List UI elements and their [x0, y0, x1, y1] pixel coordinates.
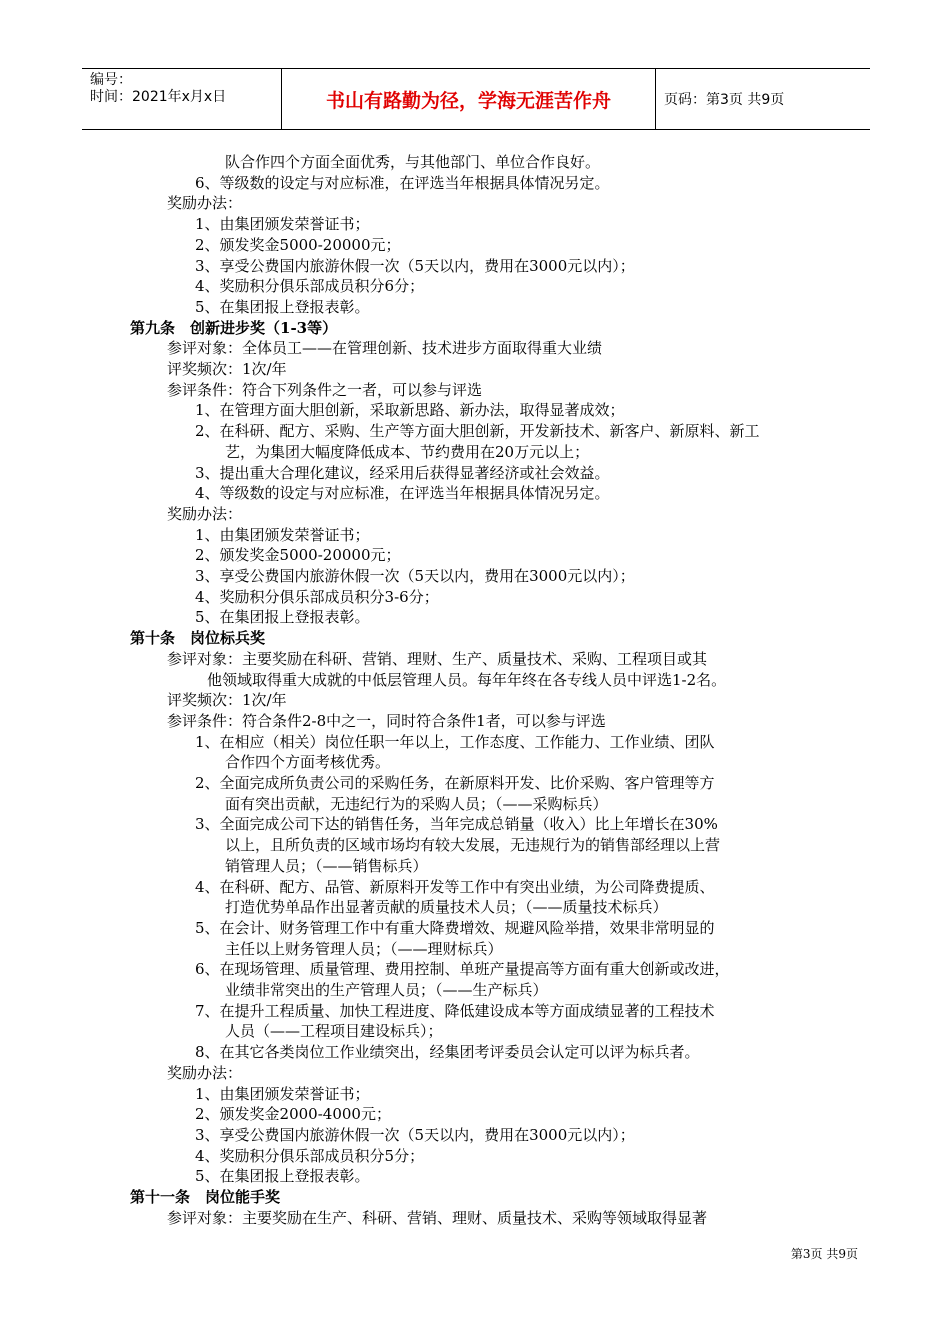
body-line: 6、在现场管理、质量管理、费用控制、单班产量提高等方面有重大创新或改进， — [195, 960, 730, 979]
body-line: 4、奖励积分俱乐部成员积分3-6分； — [195, 587, 439, 606]
body-line: 参评对象：主要奖励在科研、营销、理财、生产、质量技术、采购、工程项目或其 — [167, 649, 708, 668]
body-line: 5、在集团报上登报表彰。 — [195, 1167, 370, 1186]
body-line: 2、全面完成所负责公司的采购任务，在新原料开发、比价采购、客户管理等方 — [195, 774, 715, 792]
body-line: 业绩非常突出的生产管理人员；（——生产标兵） — [225, 981, 548, 999]
body-line: 1、由集团颁发荣誉证书； — [195, 525, 370, 544]
body-line: 4、在科研、配方、品管、新原料开发等工作中有突出业绩，为公司降费提质、 — [195, 877, 715, 896]
body-line: 参评对象：全体员工——在管理创新、技术进步方面取得重大业绩 — [167, 339, 603, 358]
header-info-cell — [82, 69, 282, 129]
body-line: 5、在会计、财务管理工作中有重大降费增效、规避风险举措，效果非常明显的 — [195, 918, 715, 937]
body-line: 面有突出贡献，无违纪行为的采购人员；（——采购标兵） — [225, 794, 608, 813]
body-line: 奖励办法： — [167, 1063, 243, 1082]
body-line: 评奖频次：1次/年 — [167, 691, 287, 710]
section-heading: 第九条 创新进步奖（1-3等） — [130, 318, 338, 337]
body-line: 6、等级数的设定与对应标准，在评选当年根据具体情况另定。 — [195, 173, 610, 192]
body-line: 参评对象：主要奖励在生产、科研、营销、理财、质量技术、采购等领域取得显著 — [167, 1208, 708, 1227]
body-line: 销管理人员；（——销售标兵） — [225, 856, 428, 875]
body-line: 2、颁发奖金2000-4000元； — [195, 1105, 391, 1124]
body-line: 以上，且所负责的区域市场均有较大发展，无违规行为的销售部经理以上营 — [225, 836, 721, 855]
body-line: 1、在管理方面大胆创新，采取新思路、新办法，取得显著成效； — [195, 401, 625, 420]
body-line: 艺，为集团大幅度降低成本、节约费用在20万元以上； — [225, 442, 590, 461]
body-line: 2、颁发奖金5000-20000元； — [195, 546, 401, 565]
body-line: 打造优势单品作出显著贡献的质量技术人员；（——质量技术标兵） — [225, 898, 668, 917]
body-line: 3、享受公费国内旅游休假一次（5天以内，费用在3000元以内）； — [195, 256, 635, 275]
body-line: 队合作四个方面全面优秀，与其他部门、单位合作良好。 — [225, 153, 601, 171]
body-line: 1、由集团颁发荣誉证书； — [195, 1084, 370, 1103]
body-line: 2、在科研、配方、采购、生产等方面大胆创新，开发新技术、新客户、新原料、新工 — [195, 422, 760, 441]
body-line: 3、享受公费国内旅游休假一次（5天以内，费用在3000元以内）； — [195, 567, 635, 585]
body-line: 5、在集团报上登报表彰。 — [195, 608, 370, 627]
body-line: 7、在提升工程质量、加快工程进度、降低建设成本等方面成绩显著的工程技术 — [195, 1001, 715, 1020]
body-line: 奖励办法： — [167, 194, 243, 213]
header-page-number: 页码：第3页 共9页 — [664, 92, 785, 108]
body-line: 2、颁发奖金5000-20000元； — [195, 235, 401, 254]
body-line: 评奖频次：1次/年 — [167, 360, 287, 378]
body-line: 人员（——工程项目建设标兵）； — [225, 1022, 443, 1041]
date-label: 时间：2021年x月x日 — [90, 89, 227, 105]
body-line: 4、奖励积分俱乐部成员积分5分； — [195, 1146, 425, 1165]
body-line: 他领域取得重大成就的中低层管理人员。每年年终在各专线人员中评选1-2名。 — [207, 670, 727, 689]
header-motto: 书山有路勤为径，学海无涯苦作舟 — [282, 69, 656, 129]
body-line: 参评条件：符合下列条件之一者，可以参与评选 — [167, 380, 483, 399]
body-line: 合作四个方面考核优秀。 — [225, 753, 391, 772]
body-line: 参评条件：符合条件2-8中之一，同时符合条件1者，可以参与评选 — [167, 711, 606, 730]
serial-number-label: 编号： — [90, 72, 132, 88]
body-line: 5、在集团报上登报表彰。 — [195, 297, 370, 316]
body-line: 1、由集团颁发荣誉证书； — [195, 215, 370, 234]
body-line: 8、在其它各类岗位工作业绩突出，经集团考评委员会认定可以评为标兵者。 — [195, 1043, 700, 1062]
section-heading: 第十一条 岗位能手奖 — [130, 1188, 281, 1206]
body-line: 1、在相应（相关）岗位任职一年以上，工作态度、工作能力、工作业绩、团队 — [195, 732, 715, 751]
body-line: 奖励办法： — [167, 504, 243, 523]
body-line: 4、奖励积分俱乐部成员积分6分； — [195, 277, 425, 296]
body-line: 3、全面完成公司下达的销售任务，当年完成总销量（收入）比上年增长在30% — [195, 815, 718, 834]
page-header — [82, 68, 870, 130]
section-heading: 第十条 岗位标兵奖 — [130, 629, 266, 648]
footer-page-number: 第3页 共9页 — [790, 1247, 858, 1261]
body-line: 4、等级数的设定与对应标准，在评选当年根据具体情况另定。 — [195, 484, 610, 503]
body-line: 3、提出重大合理化建议，经采用后获得显著经济或社会效益。 — [195, 463, 610, 482]
body-line: 3、享受公费国内旅游休假一次（5天以内，费用在3000元以内）； — [195, 1125, 635, 1144]
body-line: 主任以上财务管理人员；（——理财标兵） — [225, 939, 503, 958]
